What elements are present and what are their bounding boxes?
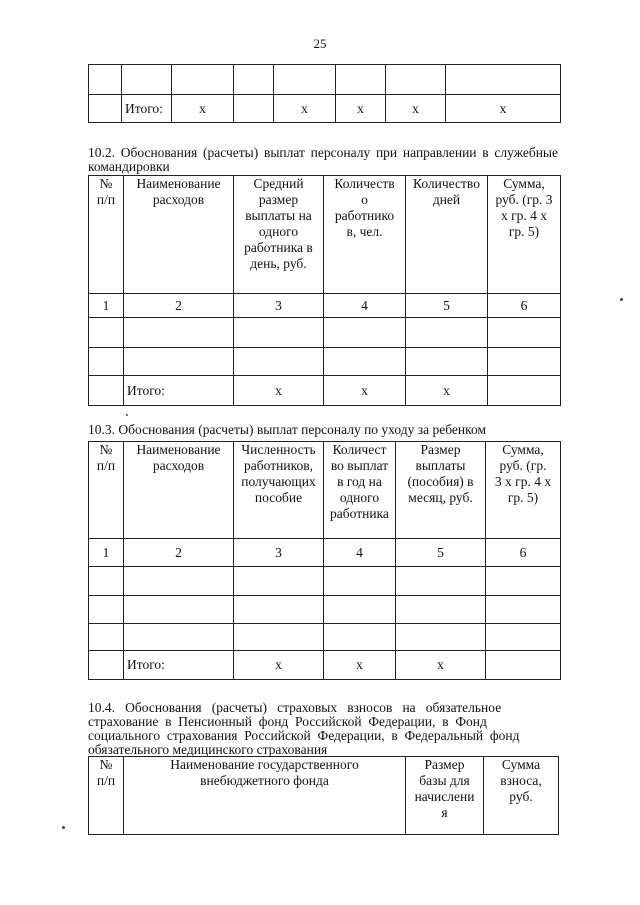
table-cell	[89, 65, 122, 95]
column-header: Количеств о работнико в, чел.	[324, 176, 406, 294]
column-number: 6	[488, 294, 561, 318]
top-table	[88, 64, 561, 123]
table-cell	[486, 651, 561, 680]
table-cell: x	[324, 376, 406, 406]
column-header: Размер базы для начислени я	[406, 757, 484, 835]
column-header: Сумма взноса, руб.	[484, 757, 559, 835]
scan-speck	[620, 298, 623, 301]
table-10-4	[88, 756, 559, 835]
column-header: Наименование государственного внебюджетного фонда	[124, 757, 406, 835]
column-number: 4	[324, 294, 406, 318]
table-cell	[172, 65, 234, 95]
column-header: Количест во выплат в год на одного работника	[324, 442, 396, 539]
column-header: Размер выплаты (пособия) в месяц, руб.	[396, 442, 486, 539]
column-header: Сумма, руб. (гр. 3 х гр. 4 х гр. 5)	[486, 442, 561, 539]
total-label: Итого:	[124, 376, 234, 406]
table-cell: x	[172, 95, 234, 123]
table-cell	[122, 65, 172, 95]
table-10-2	[88, 175, 561, 406]
table-cell: x	[274, 95, 336, 123]
table-cell: x	[234, 376, 324, 406]
column-number: 3	[234, 539, 324, 567]
column-header: Сумма, руб. (гр. 3 х гр. 4 х гр. 5)	[488, 176, 561, 294]
section-heading-10-4: 10.4. Обоснования (расчеты) страховых взносов на обязательное страхование в Пенсионный фонд Российской Федерации, в Фонд социального страхования Российской Федерации, в Федеральный фонд обязательного медицинского страхования	[88, 700, 520, 757]
table-cell: x	[406, 376, 488, 406]
column-number: 2	[124, 539, 234, 567]
table-cell: x	[324, 651, 396, 680]
table-10-3	[88, 441, 561, 680]
column-number: 4	[324, 539, 396, 567]
column-numbers-row	[89, 539, 561, 567]
table-cell	[274, 65, 336, 95]
table-cell	[89, 651, 124, 680]
heading-text: 10.3. Обоснования (расчеты) выплат персоналу по уходу за ребенком	[88, 422, 487, 437]
table-cell: x	[336, 95, 386, 123]
table-row	[89, 567, 561, 596]
table-row	[89, 624, 561, 651]
total-row	[89, 376, 561, 406]
table-cell: x	[234, 651, 324, 680]
table-row	[89, 318, 561, 348]
column-number: 2	[124, 294, 234, 318]
column-header: Средний размер выплаты на одного работника в день, руб.	[234, 176, 324, 294]
header-row	[89, 757, 559, 835]
header-row	[89, 442, 561, 539]
table-cell	[488, 376, 561, 406]
table-cell: x	[396, 651, 486, 680]
scan-speck	[126, 414, 128, 416]
heading-text: 10.2. Обоснования (расчеты) выплат персоналу при направлении в служебные командировки	[88, 145, 558, 174]
table-row	[89, 348, 561, 376]
section-heading-10-3	[88, 423, 558, 437]
table-cell: x	[386, 95, 446, 123]
table-cell	[336, 65, 386, 95]
table-cell	[89, 376, 124, 406]
scan-speck	[62, 826, 65, 829]
table-cell	[234, 65, 274, 95]
column-header: Численность работников, получающих пособие	[234, 442, 324, 539]
total-row	[89, 651, 561, 680]
header-row	[89, 176, 561, 294]
total-label: Итого:	[122, 95, 172, 123]
total-row	[89, 95, 561, 123]
table-cell	[234, 95, 274, 123]
column-number: 5	[406, 294, 488, 318]
column-number: 1	[89, 539, 124, 567]
total-label: Итого:	[124, 651, 234, 680]
table-row	[89, 596, 561, 624]
column-header: № п/п	[89, 757, 124, 835]
column-number: 5	[396, 539, 486, 567]
column-numbers-row	[89, 294, 561, 318]
page-number: 25	[313, 36, 327, 51]
column-number: 1	[89, 294, 124, 318]
column-header: № п/п	[89, 176, 124, 294]
table-cell: x	[446, 95, 561, 123]
column-header: № п/п	[89, 442, 124, 539]
column-header: Количество дней	[406, 176, 488, 294]
section-heading-10-2	[88, 146, 558, 174]
column-header: Наименование расходов	[124, 442, 234, 539]
table-cell	[89, 95, 122, 123]
column-number: 3	[234, 294, 324, 318]
column-header: Наименование расходов	[124, 176, 234, 294]
column-number: 6	[486, 539, 561, 567]
table-cell	[386, 65, 446, 95]
table-cell	[446, 65, 561, 95]
